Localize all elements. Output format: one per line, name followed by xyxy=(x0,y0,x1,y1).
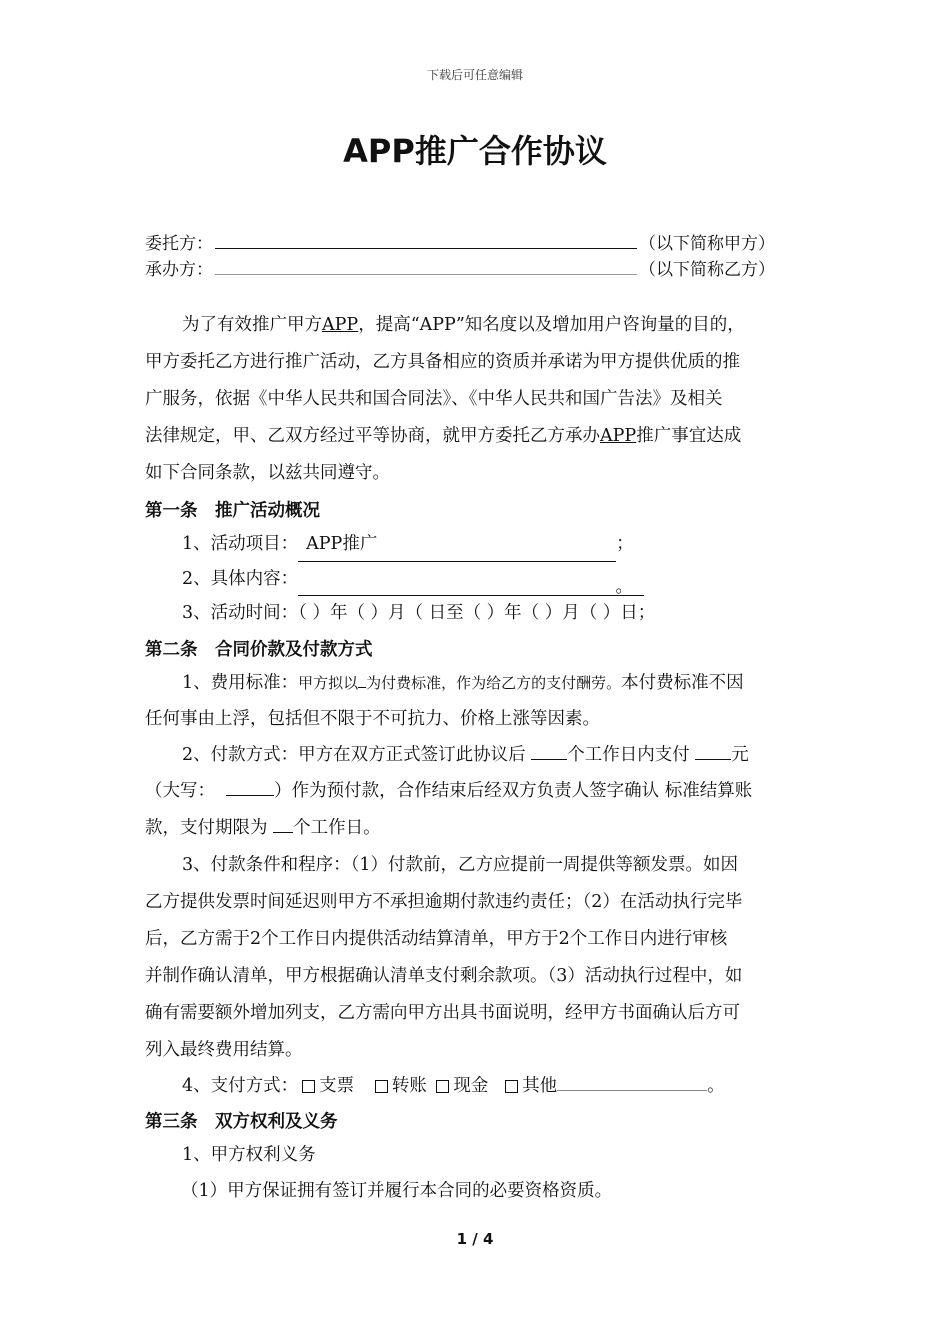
party-client-blank xyxy=(215,234,637,249)
section-2-heading: 第二条 合同价款及付款方式 xyxy=(145,640,373,660)
days-blank xyxy=(531,743,567,760)
fee-text: 甲方拟以 xyxy=(298,674,359,692)
payment-text: （大写： xyxy=(145,781,215,801)
content-field xyxy=(298,570,644,596)
option-cash: 现金 xyxy=(453,1076,489,1096)
page-title: APP推广合作协议 xyxy=(343,132,607,170)
checkbox-cash[interactable] xyxy=(436,1080,449,1093)
party-client-suffix: （以下简称甲方） xyxy=(639,234,775,254)
section-1-heading: 第一条 推广活动概况 xyxy=(145,501,320,521)
party-client-label: 委托方： xyxy=(145,234,213,254)
item-end: ； xyxy=(616,534,634,554)
other-blank xyxy=(557,1074,707,1091)
section-2-p3-line-5: 确有需要额外增加列支，乙方需向甲方出具书面说明，经甲方书面确认后方可 xyxy=(145,1003,740,1023)
intro-text: ，提高“APP”知名度以及增加用户咨询量的目的， xyxy=(358,315,745,335)
section-2-p1-line-2: 任何事由上浮，包括但不限于不可抗力、价格上涨等因素。 xyxy=(145,709,600,729)
section-2-p3-line-4: 并制作确认清单，甲方根据确认清单支付剩余款项。（3）活动执行过程中，如 xyxy=(145,966,743,986)
payment-text: 2、付款方式：甲方在双方正式签订此协议后 xyxy=(182,745,526,765)
intro-line-5: 如下合同条款，以兹共同遵守。 xyxy=(145,463,390,483)
checkbox-other[interactable] xyxy=(505,1080,518,1093)
item-end: 。 xyxy=(707,1076,725,1096)
intro-line-3: 广服务，依据《中华人民共和国合同法》、《中华人民共和国广告法》及相关 xyxy=(145,389,723,409)
intro-line-1 xyxy=(145,308,745,342)
amount-blank xyxy=(695,743,731,760)
item-label: 1、活动项目： xyxy=(182,534,299,554)
intro-app: APP xyxy=(322,315,359,335)
page-number: 1 / 4 xyxy=(456,1230,494,1248)
capital-amount-blank xyxy=(226,779,274,796)
party-contractor-row xyxy=(145,255,775,280)
section-2-p3-line-3: 后，乙方需于2个工作日内提供活动结算清单，甲方于2个工作日内进行审核 xyxy=(145,929,728,949)
checkbox-cheque[interactable] xyxy=(302,1080,315,1093)
section-3-item-1: 1、甲方权利义务 xyxy=(182,1145,316,1165)
fee-text: 为付费标准，作为给乙方的支付酬劳。 xyxy=(366,674,622,692)
payment-text: 款，支付期限为 xyxy=(145,818,268,838)
fee-text: 本付费标准不因 xyxy=(621,673,744,693)
fee-blank xyxy=(358,671,366,688)
section-1-item-3: 3、活动时间：（ ）年（ ）月（ 日至（ ）年（ ）月（ ）日； xyxy=(182,603,656,623)
activity-project-field xyxy=(298,527,616,562)
party-contractor-blank xyxy=(215,260,637,275)
section-2-p2-line-1 xyxy=(145,738,749,772)
payment-text: 元 xyxy=(731,745,749,765)
section-2-p2-line-3 xyxy=(145,811,381,845)
payment-method-label: 4、支付方式： xyxy=(182,1076,299,1096)
item-label: 2、具体内容： xyxy=(182,569,299,589)
section-2-p3-line-6: 列入最终费用结算。 xyxy=(145,1040,303,1060)
option-cheque: 支票 xyxy=(319,1076,355,1096)
header-note: 下载后可任意编辑 xyxy=(426,68,523,82)
party-client-row xyxy=(145,229,775,254)
item-end: 。 xyxy=(615,577,633,597)
section-2-p1-line-1 xyxy=(145,666,744,700)
intro-line-4 xyxy=(145,419,741,453)
section-3-item-1-1: （1）甲方保证拥有签订并履行本合同的必要资格资质。 xyxy=(181,1181,613,1201)
fee-label: 1、费用标准： xyxy=(182,673,299,693)
period-blank xyxy=(273,816,293,833)
party-contractor-label: 承办方： xyxy=(145,260,213,280)
option-other: 其他 xyxy=(522,1076,558,1096)
section-1-item-1 xyxy=(145,527,634,562)
section-3-heading: 第三条 双方权利及义务 xyxy=(145,1112,338,1132)
intro-text: 为了有效推广甲方 xyxy=(182,315,322,335)
intro-text: 法律规定，甲、乙双方经过平等协商，就甲方委托乙方承办 xyxy=(145,426,600,446)
checkbox-transfer[interactable] xyxy=(375,1080,388,1093)
section-2-p3-line-2: 乙方提供发票时间延迟则甲方不承担逾期付款违约责任；（2）在活动执行完毕 xyxy=(145,892,743,912)
intro-text: 推广事宜达成 xyxy=(636,426,742,446)
section-2-p4 xyxy=(145,1069,725,1103)
party-contractor-suffix: （以下简称乙方） xyxy=(639,260,775,280)
section-2-p3-line-1: 3、付款条件和程序：（1）付款前，乙方应提前一周提供等额发票。如因 xyxy=(182,855,739,875)
payment-text: 个工作日。 xyxy=(293,818,381,838)
section-1-item-2 xyxy=(145,562,644,596)
intro-line-2: 甲方委托乙方进行推广活动，乙方具备相应的资质并承诺为甲方提供优质的推 xyxy=(145,352,740,372)
intro-app: APP xyxy=(600,426,637,446)
option-transfer: 转账 xyxy=(391,1076,427,1096)
payment-text: 个工作日内支付 xyxy=(567,745,690,765)
activity-project-value: APP推广 xyxy=(306,534,378,554)
payment-text: ）作为预付款，合作结束后经双方负责人签字确认 标准结算账 xyxy=(274,781,753,801)
section-2-p2-line-2 xyxy=(145,774,752,808)
